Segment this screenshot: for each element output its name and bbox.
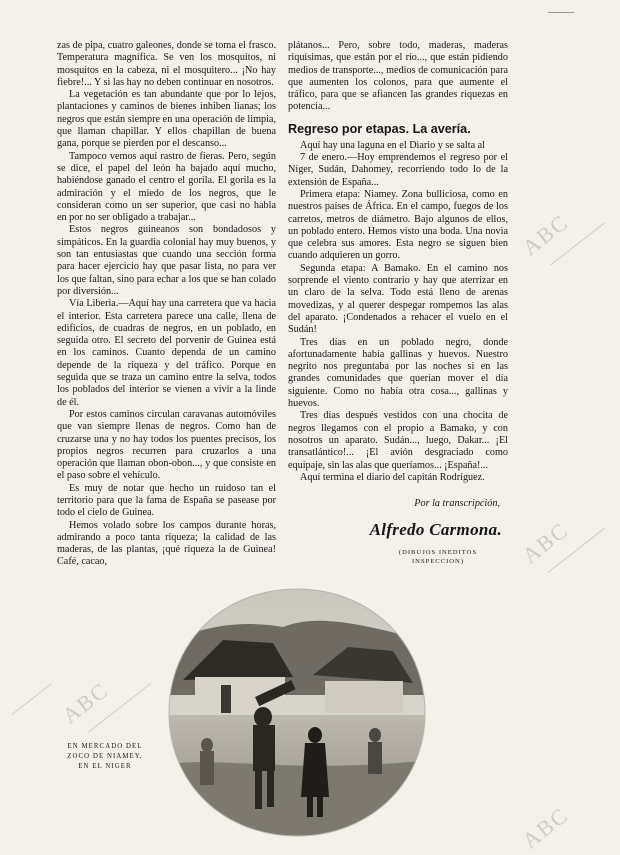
section-heading: Regreso por etapas. La avería. [288,121,471,136]
left-paragraph-5: Vía Liberia.—Aquí hay una carretera que va hacia el interior. Esta carretera parece una calle, llena de edificios, de cuadras de negros, en un poblado, en seguida otro. El secreto del porvenir de Guinea está en los caminos. Cuanto dependa de un camino depende de la riqueza y del tráfico. Porque en seguida que se traza un camino entre la selva, todos los poblados del interior se vienen a vivir a la linde de él. [57,298,276,408]
author-subtitle-line-1: (DIBUJOS INEDITOS [398,549,478,557]
left-text-column [57,40,276,569]
author-subtitle-line-2: INSPECCION) [411,558,465,566]
watermark-line-4 [12,683,52,715]
right-paragraph-1: plátanos... Pero, sobre todo, maderas, maderas riquísimas, que están por el río..., que están pidiendo medios de transporte..., medios de comunicación para que aumenten los colonos, para que aumente el tráfico, para que se afiancen las grandes riquezas en potencia... [288,40,508,113]
right-paragraph-5: Segunda etapa: A Bamako. En el camino nos sorprende el viento contrario y hay que aterrizar en un claro de la selva. Todo está lleno de arenas movedizas, y al querer despegar rompemos las alas del aparato. ¡Condenados a rehacer el vuelo en el Sudán! [288,262,508,336]
photo-caption-line-2: ZOCO DE NIAMEY, [67,753,143,760]
right-paragraph-7: Tres días después vestidos con una chocita de negros llegamos con el propio a Bamako, y con nosotros un aparato. Sudán..., luego, Dakar... ¡El transatlántico!... ¡El avión desgraciado como equipaje, sin las alas que queríamos... ¡España!... [288,410,508,471]
right-paragraph-4: Primera etapa: Niamey. Zona bulliciosa, como en nuestros países de África. En el campo, fuegos de los carretos, metros de diámetro. Bajo algunos de ellos, un poblado entero. Hemos visto una boda. Una novia que celebra sus amores. Esta negro se siguen bien cuando adquieren un gorro. [288,188,508,262]
corner-mark [548,12,574,13]
right-paragraph-2: Aquí hay una laguna en el Diario y se salta al [300,139,486,151]
left-paragraph-8: Hemos volado sobre los campos durante horas, admirando a poco tanta riqueza; la calidad de las maderas, de las plantas, ¡qué riqueza la de Guinea! Café, cacao, [57,519,276,568]
transcriber-label: Por la transcripción, [414,498,500,510]
left-paragraph-7: Es muy de notar que hecho un ruidoso tan el territorio para que la fama de España se pasease por todo el cielo de Guinea. [57,482,276,519]
market-photo [163,585,431,840]
right-paragraph-8: Aquí termina el diario del capitán Rodríguez. [300,471,485,483]
photo-caption-line-1: EN MERCADO DEL [67,743,143,750]
author-signature: Alfredo Carmona. [369,520,502,540]
author-subtitle [388,548,488,566]
left-paragraph-3: Tampoco vemos aquí rastro de fieras. Pero, según se dice, el papel del león ha bajado aquí mucho, habiéndose ganado el centro el gorila. El gorila es la admiración y el miedo de los negros, que le consideran como un ser superior, que casi no habla en por no ser obligado a trabajar... [57,150,276,224]
left-paragraph-6: Por estos caminos circulan caravanas automóviles que van siempre llenas de negros. Como han de cruzarse una y no hay todos los puentes precisos, los propios negros recurren para cruzarlos a una operación que llaman obon-obon..., y que consiste en el paso sobre el vehículo. [57,408,276,482]
watermark-abc-3: ABC [57,676,114,729]
right-paragraph-3: 7 de enero.—Hoy emprendemos el regreso por el Níger, Sudán, Dahomey, recorriendo todo lo de la extensión de España... [288,152,508,188]
watermark-abc-1: ABC [517,208,574,261]
left-paragraph-1: zas de pipa, cuatro galeones, donde se toma el frasco. Temperatura magnífica. Se ven los mosquitos, ni mosquitos en la cabeza, ni el mosquitero... ¡No hay fiebre!... Y si las hay no deben continuar en nosotros. [57,40,276,88]
watermark-abc-2: ABC [517,516,574,569]
right-text-column [288,40,508,566]
photo-caption-line-3: EN EL NIGER [78,763,132,770]
watermark-abc-4: ABC [517,801,574,854]
right-paragraph-6: Tres días en un poblado negro, donde afortunadamente había gallinas y huevos. Nuestro negrito nos preguntaba por las noches si en las grandes comunidades que querían mover el día siguiente. Como no había otra cosa..., gallinas y huevos. [288,336,508,410]
left-paragraph-2: La vegetación es tan abundante que por lo lejos, plantaciones y caminos de bienes inhiben lianas; los negros que están siempre en una operación de limpia, que llaman chapillar. Y ellos chapillan de buena gana, porque se pierden por el descanso... [57,89,276,150]
photo-caption [60,742,150,772]
left-paragraph-4: Estos negros guineanos son bondadosos y simpáticos. En la guardia colonial hay muy buenos, y son tan entusiastas que cuando una sección forma para hacer ejercicio hay que pasar lista, no para ver los que faltan, sino para echar a los que se han colado por diversión... [57,224,276,297]
market-photo-illustration [163,585,431,840]
